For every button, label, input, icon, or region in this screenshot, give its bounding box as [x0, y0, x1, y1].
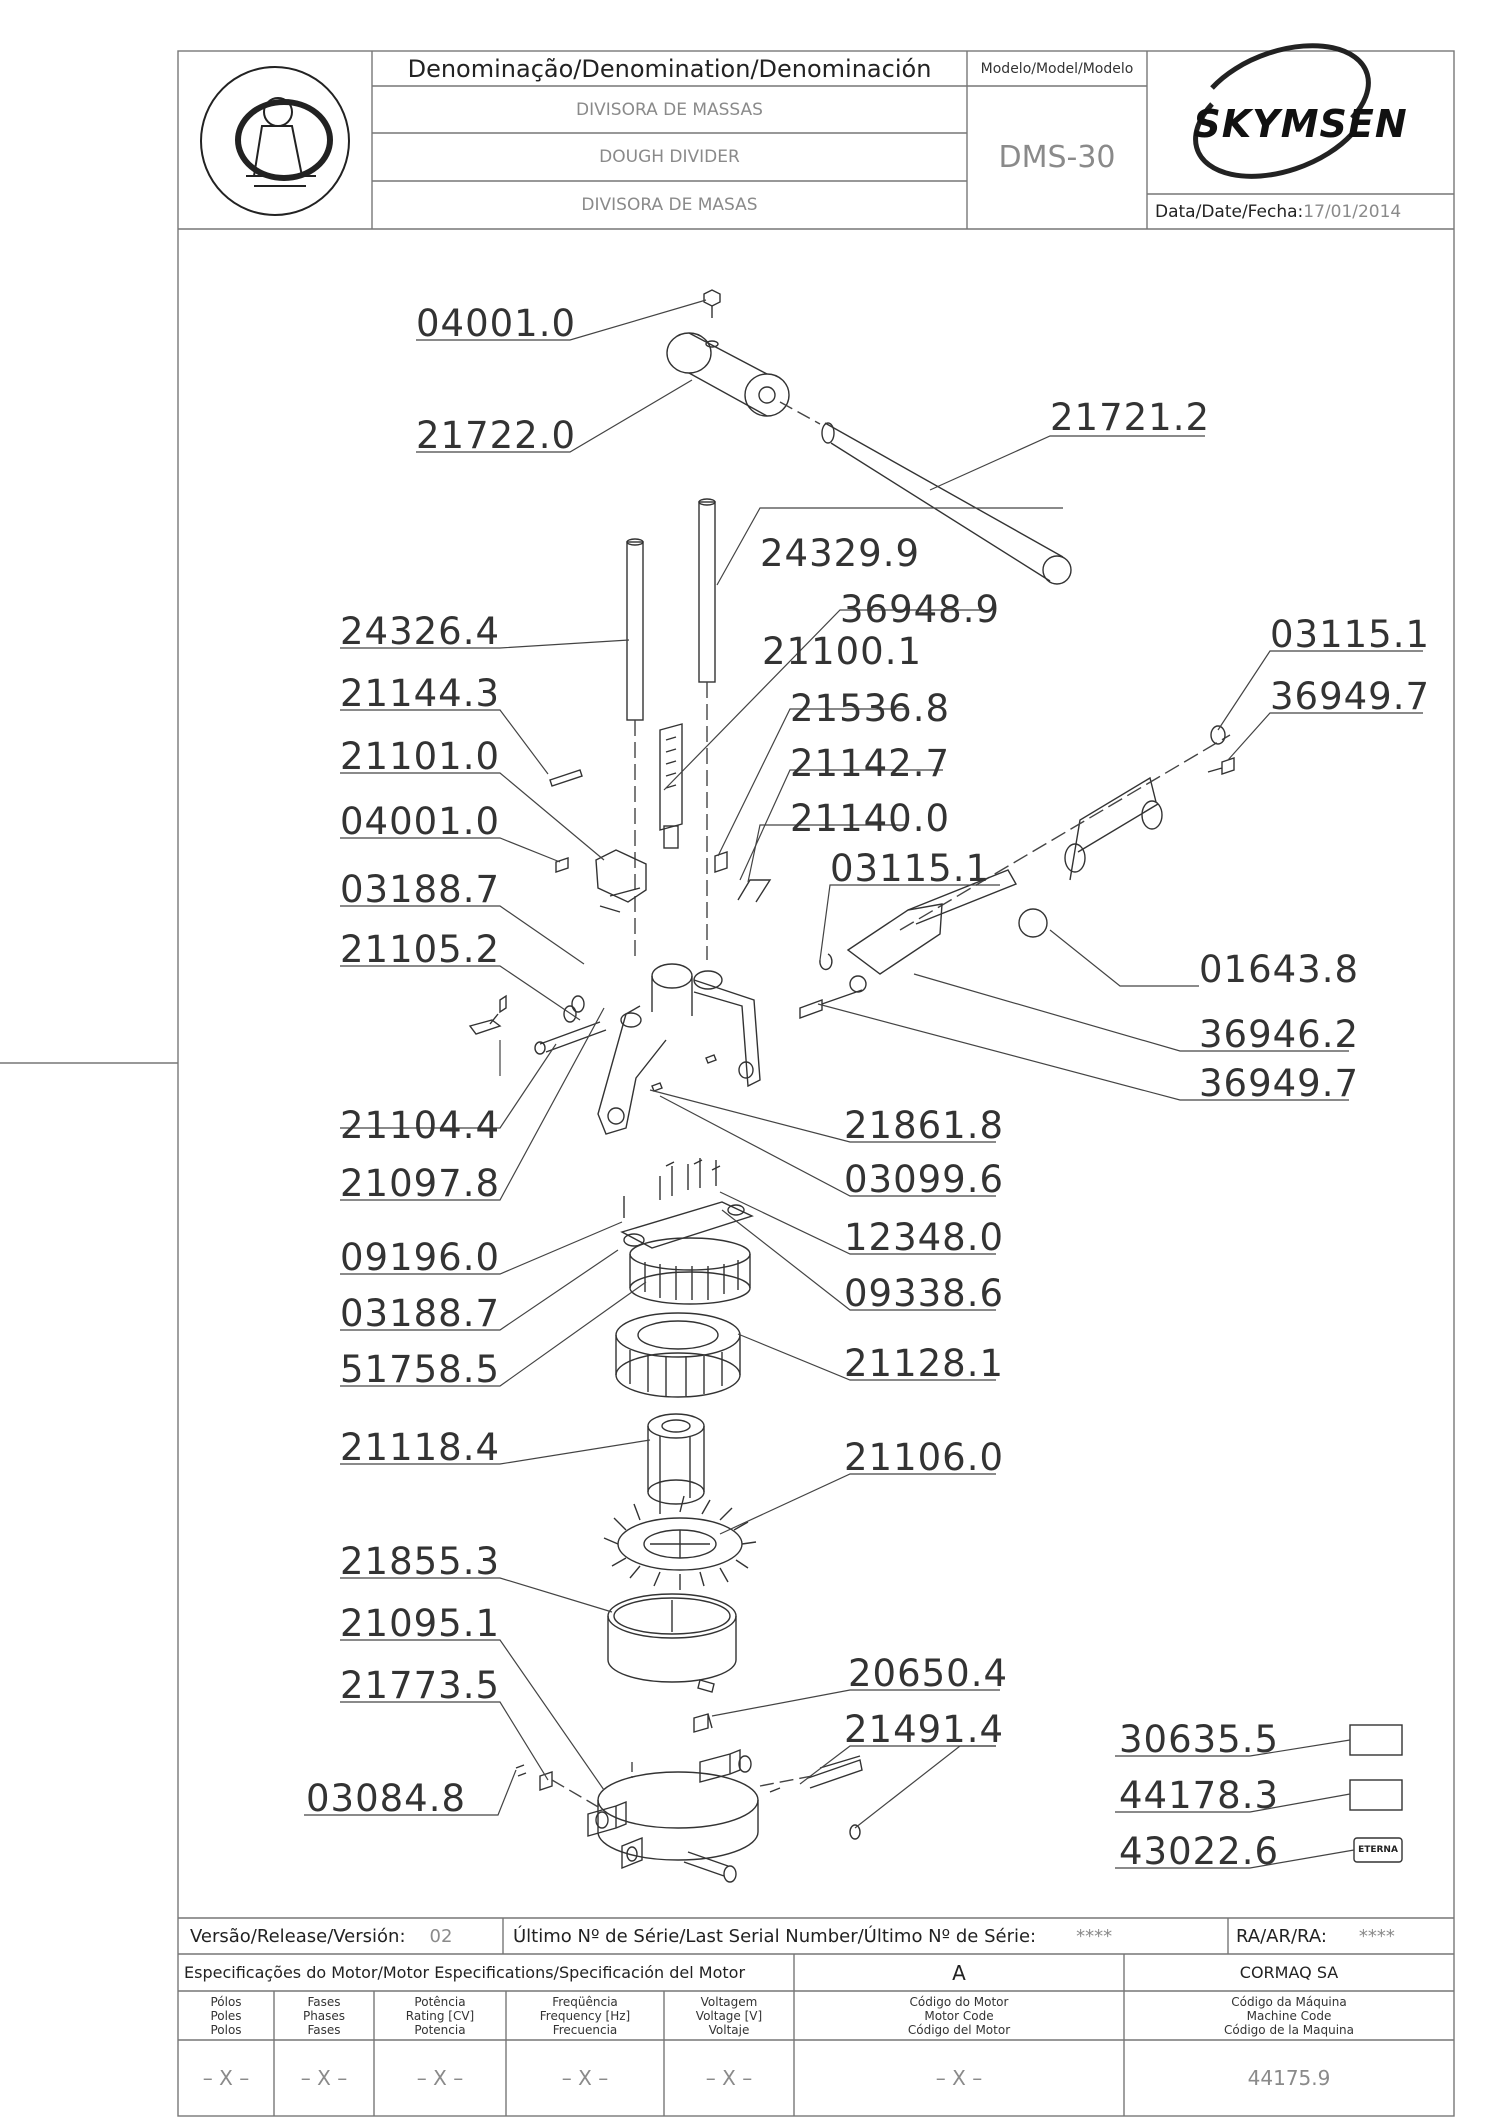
spec-header-poles: Pólos Poles Polos [210, 1994, 242, 2037]
serial-label: Último Nº de Série/Last Serial Number/Último Nº de Série: [513, 1925, 1037, 1947]
part-label: 21721.2 [1050, 396, 1211, 439]
part-label: 12348.0 [844, 1216, 1005, 1259]
part-label: 21773.5 [340, 1664, 501, 1707]
spec-value-voltage: – X – [705, 2066, 753, 2090]
spec-header-phases: Fases Phases Fases [302, 1994, 346, 2037]
part-label: 03115.1 [1270, 613, 1431, 656]
motor-code-value: A [952, 1960, 966, 1985]
label-30635 [1350, 1725, 1402, 1755]
bracket [694, 1714, 712, 1732]
part-label: 43022.6 [1119, 1830, 1280, 1873]
inner-cage [648, 1414, 704, 1504]
serial-value: **** [1076, 1925, 1113, 1947]
part-label: 03188.7 [340, 1292, 501, 1335]
part-label: 03188.7 [340, 868, 501, 911]
spec-value-phases: – X – [300, 2066, 348, 2090]
part-label: 21104.4 [340, 1104, 501, 1147]
spec-value-frequency: – X – [561, 2066, 609, 2090]
part-label: 21100.1 [762, 630, 923, 673]
part-label: 21095.1 [340, 1602, 501, 1645]
brand-name: SKYMSEN [1193, 102, 1408, 146]
axle-left [540, 1022, 606, 1052]
part-label: 09196.0 [340, 1236, 501, 1279]
part-label: 21142.7 [790, 742, 951, 785]
model-title: Modelo/Model/Modelo [980, 60, 1134, 77]
part-label: 01643.8 [1199, 948, 1360, 991]
pinion-block [596, 850, 646, 902]
part-label: 21491.4 [844, 1708, 1005, 1751]
date-value: 17/01/2014 [1303, 201, 1402, 222]
part-label: 21861.8 [844, 1104, 1005, 1147]
part-label: 24329.9 [760, 532, 921, 575]
part-label: 21101.0 [340, 735, 501, 778]
base-housing [588, 1750, 758, 1882]
part-label: 21722.0 [416, 414, 577, 457]
company-name: CORMAQ SA [1239, 1963, 1339, 1982]
part-label: 04001.0 [416, 302, 577, 345]
part-label: 36949.7 [1199, 1062, 1360, 1105]
version-value: 02 [429, 1925, 453, 1947]
top-plate [622, 1158, 752, 1248]
rack-shaft [660, 724, 682, 848]
part-label: 44178.3 [1119, 1774, 1280, 1817]
spec-header-rating: Potência Rating [CV] Potencia [405, 1994, 475, 2037]
part-label: 21855.3 [340, 1540, 501, 1583]
part-label: 21128.1 [844, 1342, 1005, 1385]
bracket-left [540, 1772, 552, 1790]
serial-row [503, 1918, 1228, 1954]
part-label: 03099.6 [844, 1158, 1005, 1201]
divider-ring [616, 1313, 740, 1397]
washer [1211, 726, 1225, 744]
eterna-badge-text: ETERNA [1358, 1845, 1398, 1855]
bowl-ring [608, 1594, 736, 1692]
spec-header-machine-code: Código da Máquina Machine Code Código de la Maquina [1224, 1994, 1354, 2037]
part-label: 36948.9 [840, 588, 1001, 631]
part-label: 51758.5 [340, 1348, 501, 1391]
denomination-title: Denominação/Denomination/Denominación [407, 54, 932, 83]
side-rod [770, 1756, 862, 1839]
part-label: 03115.1 [830, 847, 991, 890]
spring [1065, 778, 1162, 880]
part-label: 21118.4 [340, 1426, 501, 1469]
spec-header-voltage: Voltagem Voltage [V] Voltaje [695, 1994, 763, 2037]
guide-rods [627, 499, 715, 720]
main-frame [598, 964, 760, 1134]
denomination-en: DOUGH DIVIDER [599, 147, 740, 167]
cutting-blade [604, 1496, 756, 1590]
handle-grip [667, 333, 789, 416]
spec-value-machine-code: 44175.9 [1247, 2066, 1331, 2090]
part-label: 21097.8 [340, 1162, 501, 1205]
spec-value-rating: – X – [416, 2066, 464, 2090]
motor-spec-title: Especificações do Motor/Motor Especifications/Specificación del Motor [184, 1963, 746, 1982]
part-label: 24326.4 [340, 610, 501, 653]
ra-value: **** [1358, 1925, 1395, 1947]
label-44178 [1350, 1780, 1402, 1810]
ball-knob [1019, 909, 1047, 937]
part-label: 30635.5 [1119, 1718, 1280, 1761]
part-label: 36949.7 [1270, 675, 1431, 718]
version-label: Versão/Release/Versión: [190, 1925, 406, 1947]
pin [550, 770, 582, 786]
part-label: 21105.2 [340, 928, 501, 971]
part-label: 04001.0 [340, 800, 501, 843]
date-row [1147, 194, 1454, 229]
spec-value-motor-code: – X – [935, 2066, 983, 2090]
nut-04001 [704, 290, 720, 318]
model-value: DMS-30 [998, 140, 1116, 175]
spec-value-poles: – X – [202, 2066, 250, 2090]
washer-left [820, 954, 832, 969]
ra-row [1228, 1918, 1454, 1954]
part-label: 21106.0 [844, 1436, 1005, 1479]
spec-header-motor-code: Código do Motor Motor Code Código del Motor [907, 1994, 1011, 2037]
part-label: 21144.3 [340, 672, 501, 715]
ra-label: RA/AR/RA: [1236, 1925, 1327, 1947]
denomination-es: DIVISORA DE MASAS [581, 195, 758, 215]
screw [1208, 758, 1234, 774]
part-label: 21140.0 [790, 797, 951, 840]
piston-block [630, 1238, 750, 1304]
version-row [178, 1918, 503, 1954]
part-label: 09338.6 [844, 1272, 1005, 1315]
part-label: 03084.8 [306, 1777, 467, 1820]
spec-header-frequency: Freqüência Frequency [Hz] Frecuencia [539, 1994, 631, 2037]
part-label: 21536.8 [790, 687, 951, 730]
part-label: 20650.4 [848, 1652, 1009, 1695]
part-label: 36946.2 [1199, 1013, 1360, 1056]
stamp-lettering [200, 60, 360, 220]
denomination-pt: DIVISORA DE MASSAS [576, 99, 763, 120]
date-label: Data/Date/Fecha: [1155, 201, 1304, 222]
